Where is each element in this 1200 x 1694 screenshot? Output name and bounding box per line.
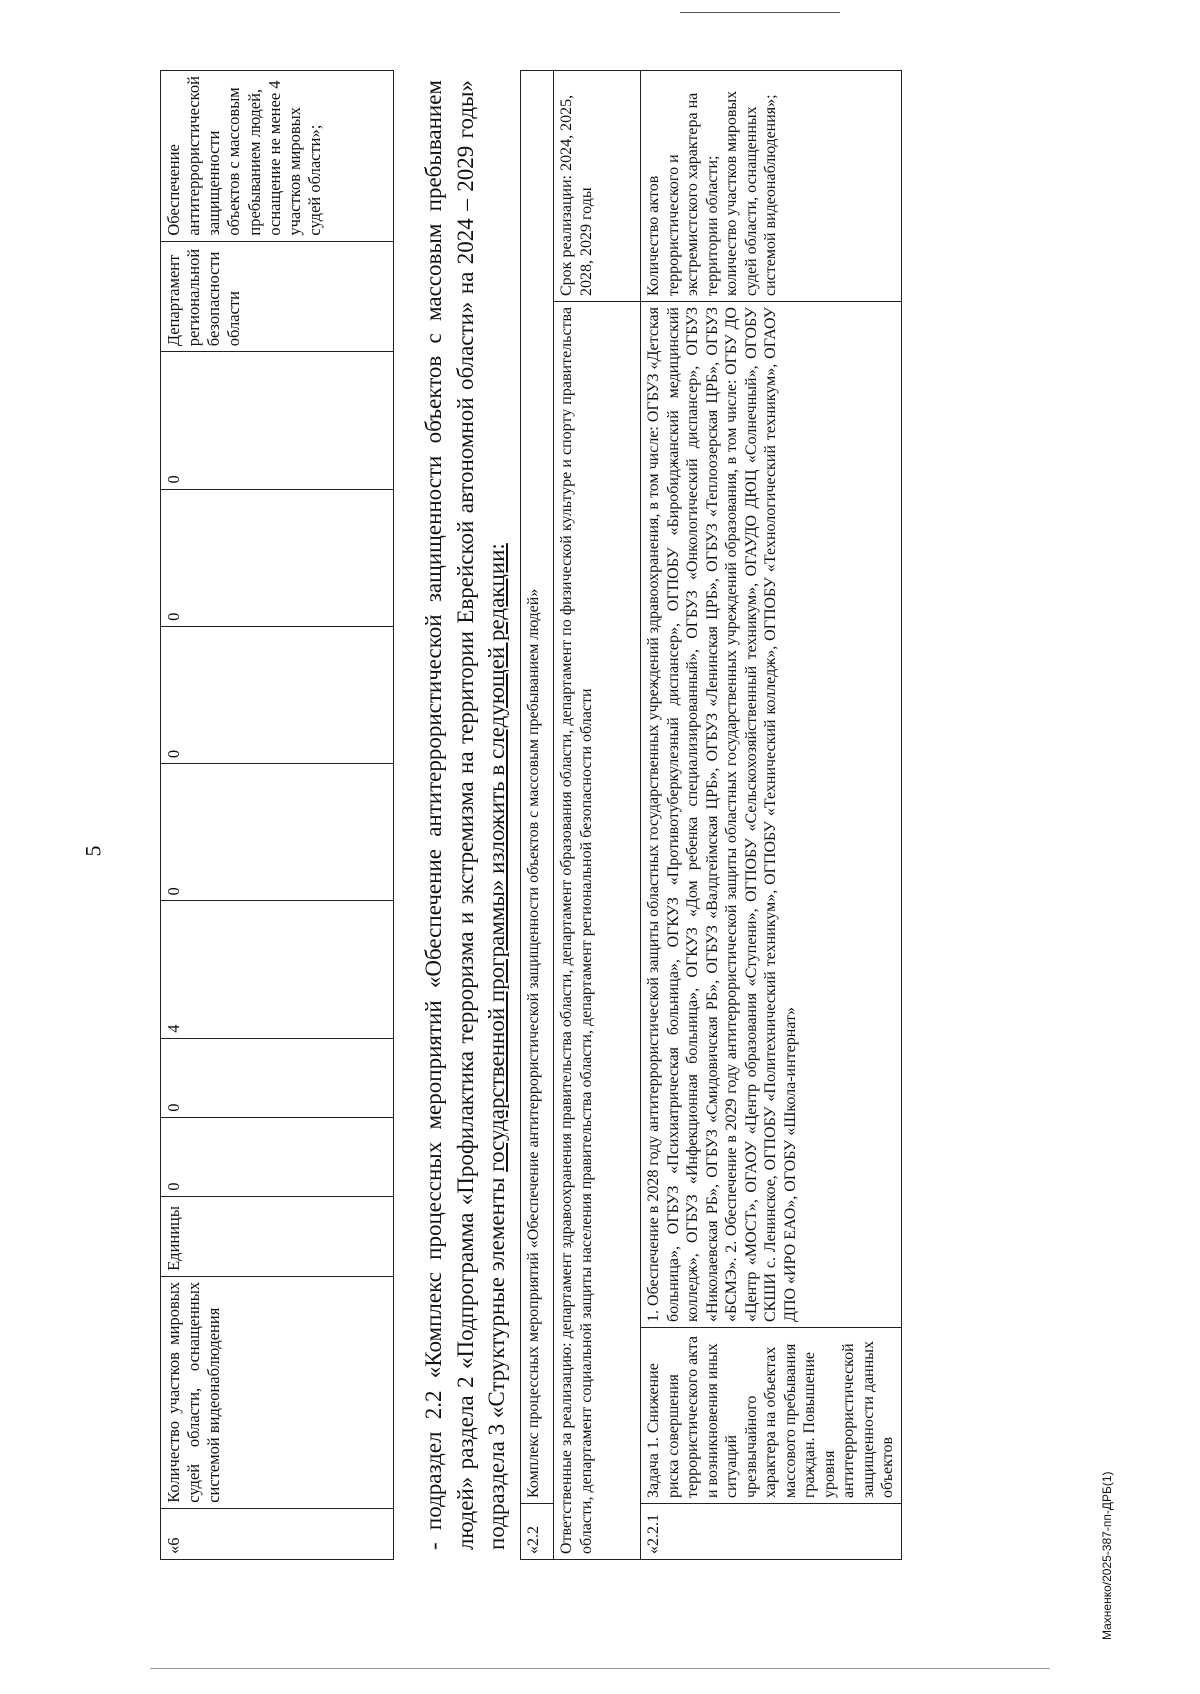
value-cell: 0 — [161, 764, 394, 901]
value-cell: 0 — [161, 489, 394, 626]
responsible-cell: Ответственные за реализацию: департамент здравоохранения правительства области, департамент образования области, департамент по физической культуре и спорту правительства области, департамент социальной защиты населения правительства области, департамент региональной безопасности области — [554, 302, 641, 1560]
paragraph-underlined: государственной программы» изложить в следующей редакции: — [484, 543, 510, 1172]
table-row — [554, 71, 641, 1560]
value-cell: 0 — [161, 1038, 394, 1117]
indicator-table — [160, 70, 394, 1560]
task-number: «2.2.1 — [641, 1504, 902, 1560]
row-number: «6 — [161, 1508, 394, 1559]
table-row — [641, 71, 902, 1560]
scan-mark — [150, 1668, 1050, 1669]
header-number: «2.2 — [521, 1504, 554, 1560]
task-inner — [641, 302, 901, 1503]
table-row — [161, 71, 394, 1560]
header-title: Комплекс процессных мероприятий «Обеспечение антитеррористической защищенности объектов с массовым пребыванием людей» — [521, 71, 554, 1504]
measures-table — [520, 70, 902, 1560]
value-cell: 0 — [161, 352, 394, 489]
period-cell: Срок реализации: 2024, 2025, 2028, 2029 годы — [554, 71, 641, 302]
unit-cell: Единицы — [161, 1196, 394, 1276]
amendment-paragraph — [418, 80, 513, 1550]
page-number: 5 — [80, 845, 106, 857]
table-row — [521, 71, 554, 1560]
value-cell: 4 — [161, 901, 394, 1038]
responsible-cell: Департамент региональной безопасности области — [161, 241, 394, 352]
task-cell: Задача 1. Снижение риска совершения террористического акта и возникновения иных ситуаций чрезвычайного характера на объектах массового пребывания граждан. Повышение уровня антитеррористической защищенности данных объектов — [641, 1328, 901, 1504]
indicators-cell: Количество актов террористического и экстремистского характера на территории области; количество участков мировых судей области, оснащенных системой видеонаблюдения»; — [641, 71, 902, 302]
rotated-content — [160, 70, 1110, 1560]
value-cell: 0 — [161, 1117, 394, 1196]
value-cell: 0 — [161, 626, 394, 763]
scan-mark — [680, 12, 840, 13]
result-cell: Обеспечение антитеррористической защищенности объектов с массовым пребыванием людей, оснащение не менее 4 участков мировых судей области»; — [161, 71, 394, 242]
measures-cell: 1. Обеспечение в 2028 году антитеррористической защиты областных государственных учреждений здравоохранения, в том числе: ОГБУЗ «Детская больница», ОГБУЗ «Психиатрическая больница», ОГКУЗ «Противотуберкулезный диспансер», ОГПОБУ «Биробиджанский медицинский колледж», ОГБУЗ «Инфекционная больница», ОГКУЗ «Дом ребенка специализированный», ОГБУЗ «Онкологический диспансер», ОГБУЗ «Николаевская РБ», ОГБУЗ «Смидовичская РБ», ОГБУЗ «Валдгеймская ЦРБ», ОГБУЗ «Ленинская ЦРБ», ОГБУЗ «Теплоозерская ЦРБ», ОГБУЗ «БСМЭ». 2. Обеспечение в 2029 году антитеррористической защиты областных государственных учреждений образования, в том числе: ОГБУ ДО «Центр «МОСТ», ОГАОУ «Центр образования «Ступени», ОГПОБУ «Сельскохозяйственный техникум», ОГАУДО ДЮЦ «Солнечный», ОГОБУ СКШИ с. Ленинское, ОГПОБУ «Политехнический техникум», ОГПОБУ «Технический колледж», ОГПОБУ «Технологический техникум», ОГАОУ ДПО «ИРО ЕАО», ОГОБУ «Школа-интернат» — [645, 307, 799, 1322]
footer-code: Махненко/2025-387-пп-ДРБ(1) — [1100, 1471, 1114, 1640]
paragraph-text: - подраздел 2.2 «Комплекс процессных мероприятий «Обеспечение антитеррористической защищенности объектов с массовым пребыванием людей» раздела 2 «Подпрограмма «Профилактика терроризма и экстремизма на территории Еврейской автономной области» на 2024 – 2029 годы» подраздела 3 «Структурные элементы — [421, 80, 510, 1550]
indicator-name: Количество участков мировых судей области, оснащенных системой видеонаблюдения — [161, 1276, 394, 1508]
